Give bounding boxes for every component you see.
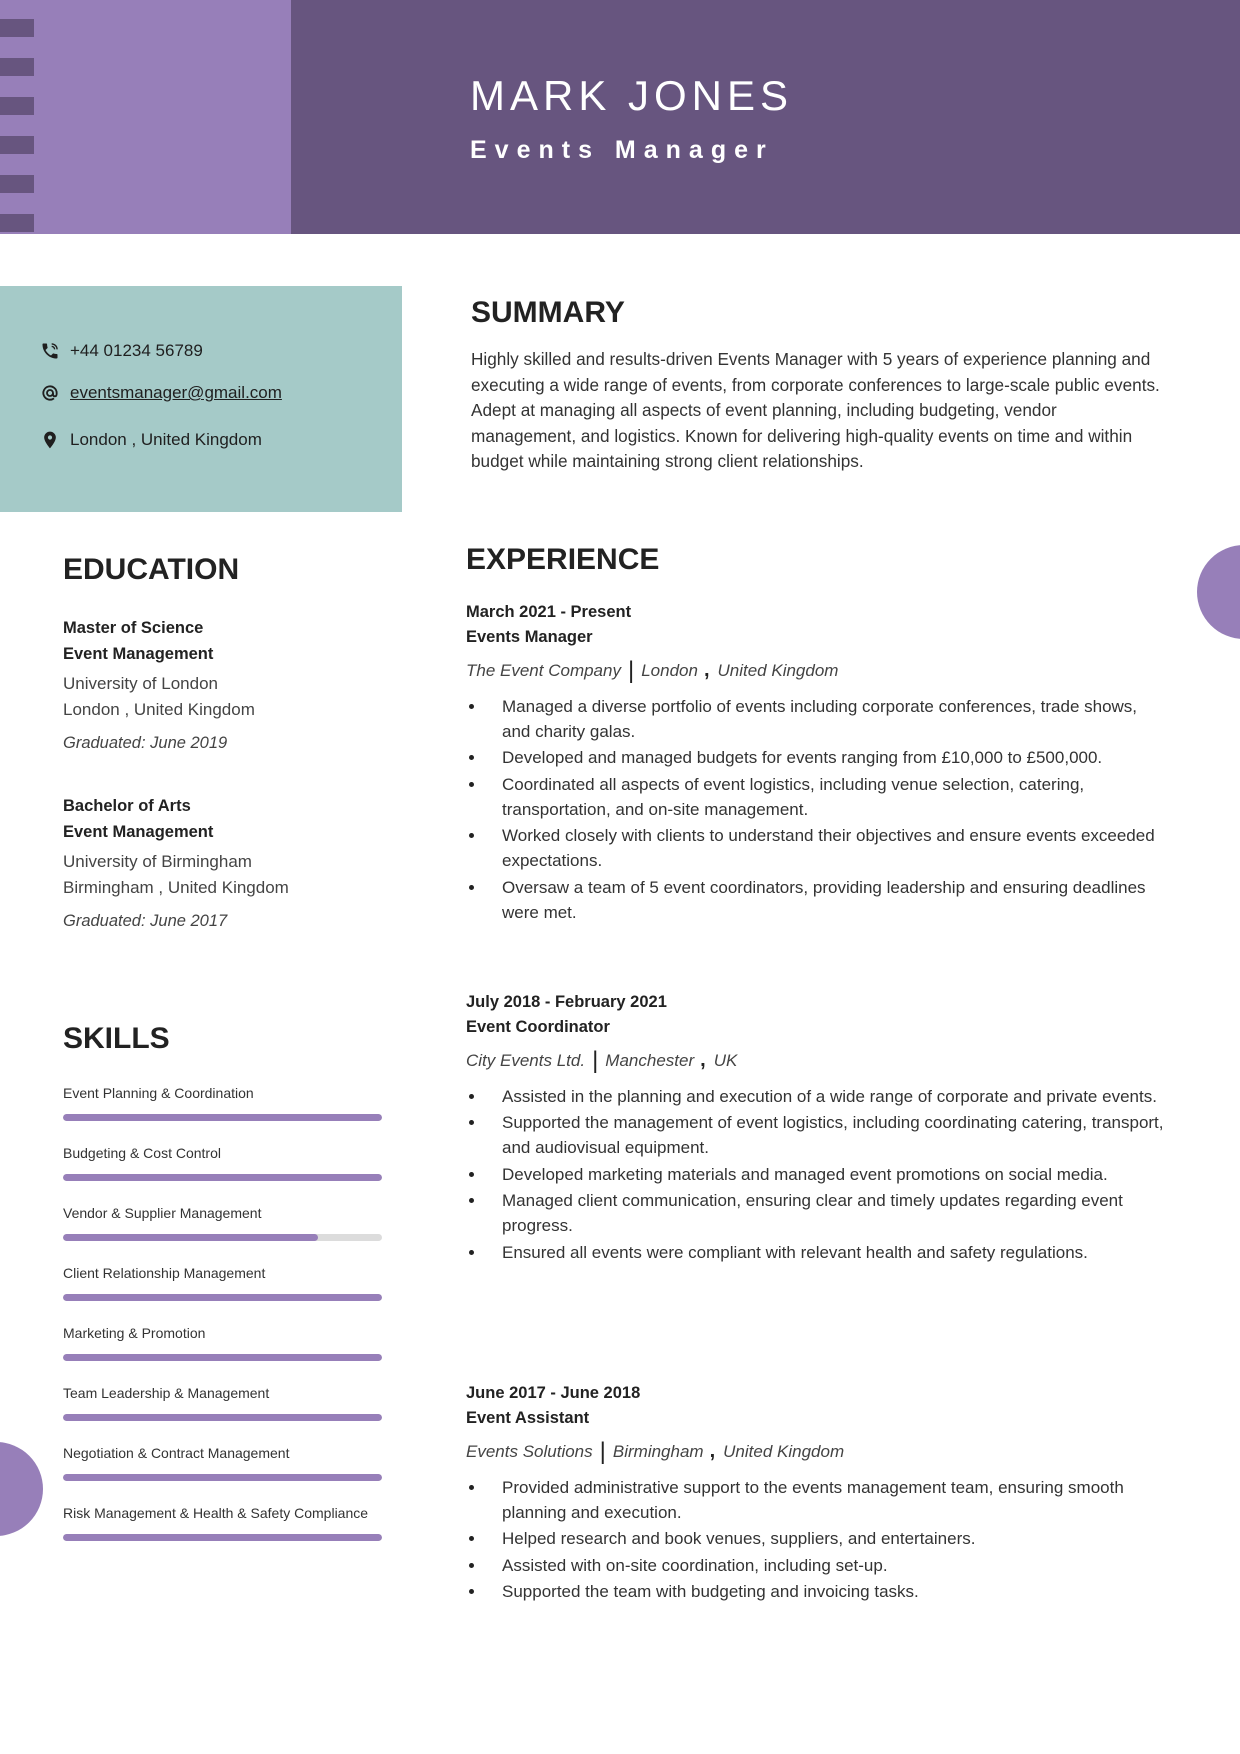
summary-text: Highly skilled and results-driven Events Manager with 5 years of experience planning and executing a wide range of events, from corporate conferences to large-scale public events. Adept at managing all aspects of event planning, including budgeting, vendor management, and logistics. Known for delivering high-quality events on time and within budget while maintaining strong client relationships.: [471, 349, 1160, 472]
list-item: [466, 1240, 1166, 1265]
job-entry: [466, 600, 1166, 926]
list-item: [466, 1162, 1166, 1187]
bullet-text: Assisted in the planning and execution of a wide range of corporate and private events.: [502, 1087, 1157, 1106]
bullet-icon: [469, 885, 474, 890]
skill-label: Vendor & Supplier Management: [63, 1205, 262, 1221]
job-city: London: [641, 660, 698, 680]
job-country: United Kingdom: [723, 1441, 845, 1461]
bullet-icon: [469, 1563, 474, 1568]
skill-bar: [63, 1474, 382, 1481]
job-country: UK: [713, 1050, 738, 1070]
bullet-text: Ensured all events were compliant with relevant health and safety regulations.: [502, 1242, 1088, 1262]
bullet-icon: [469, 1120, 474, 1125]
bullet-icon: [469, 1094, 474, 1099]
job-bullets: [466, 1084, 1166, 1265]
university-name: University of Birmingham: [63, 852, 252, 871]
separator: |: [592, 1046, 599, 1074]
skill-label: Risk Management & Health & Safety Compliance: [63, 1505, 369, 1521]
list-item: [466, 1110, 1166, 1160]
bullet-icon: [469, 755, 474, 760]
skill-item: [63, 1502, 382, 1541]
summary-heading: SUMMARY: [471, 296, 625, 329]
education-heading: EDUCATION: [63, 553, 240, 586]
skill-bar: [63, 1234, 382, 1241]
skill-bar-fill: [63, 1114, 382, 1121]
header-stripe: [0, 214, 34, 232]
company-name: The Event Company: [466, 660, 621, 680]
skill-bar-fill: [63, 1414, 382, 1421]
skill-label: Negotiation & Contract Management: [63, 1445, 290, 1461]
skill-bar: [63, 1114, 382, 1121]
list-item: [466, 694, 1166, 744]
job-bullets: [466, 1475, 1166, 1604]
skill-bar-fill: [63, 1294, 382, 1301]
decorative-half-circle: [1197, 545, 1240, 639]
list-item: [466, 772, 1166, 822]
skill-bar-fill: [63, 1234, 318, 1241]
bullet-icon: [469, 833, 474, 838]
list-item: [466, 823, 1166, 873]
skill-label: Event Planning & Coordination: [63, 1085, 254, 1101]
list-item: [466, 875, 1166, 925]
bullet-text: Coordinated all aspects of event logistics, including venue selection, catering, transportation, and on-site management.: [502, 774, 1085, 819]
skill-bar-fill: [63, 1174, 382, 1181]
skill-bar-fill: [63, 1354, 382, 1361]
bullet-text: Worked closely with clients to understand their objectives and ensure events exceeded expectations.: [502, 826, 1155, 871]
skill-label: Client Relationship Management: [63, 1265, 266, 1281]
skills-list: [63, 1082, 382, 1541]
bullet-icon: [469, 704, 474, 709]
bullet-text: Assisted with on-site coordination, including set-up.: [502, 1555, 888, 1575]
candidate-role: Events Manager: [470, 136, 774, 164]
location-text: London , United Kingdom: [70, 430, 262, 449]
bullet-text: Developed marketing materials and managed event promotions on social media.: [502, 1164, 1108, 1184]
degree-name: Master of Science: [63, 619, 204, 637]
comma-separator: ,: [703, 659, 710, 681]
job-meta: [466, 1437, 1166, 1465]
header-stripe: [0, 97, 34, 115]
contact-location: [40, 430, 262, 450]
skill-bar-fill: [63, 1534, 382, 1541]
job-title: Event Assistant: [466, 1409, 590, 1427]
university-location: London , United Kingdom: [63, 699, 255, 719]
comma-separator: ,: [700, 1049, 706, 1071]
graduation-date: Graduated: June 2017: [63, 912, 228, 930]
email-link[interactable]: eventsmanager@gmail.com: [70, 383, 282, 402]
header-stripe: [0, 175, 34, 193]
contact-email[interactable]: [40, 383, 282, 403]
job-dates: March 2021 - Present: [466, 603, 632, 621]
bullet-text: Developed and managed budgets for events ranging from £10,000 to £500,000.: [502, 748, 1103, 768]
decorative-half-circle: [0, 1442, 43, 1536]
degree-field: Event Management: [63, 645, 214, 663]
skill-label: Team Leadership & Management: [63, 1385, 270, 1401]
company-name: Events Solutions: [466, 1441, 593, 1461]
header-accent-panel: [0, 0, 291, 234]
job-meta: [466, 1046, 1166, 1074]
skill-bar-fill: [63, 1474, 382, 1481]
bullet-icon: [469, 1485, 474, 1490]
header-stripe: [0, 58, 34, 76]
contact-panel: [0, 286, 402, 512]
skill-bar: [63, 1354, 382, 1361]
bullet-icon: [469, 1250, 474, 1255]
job-title: Event Coordinator: [466, 1018, 610, 1036]
job-entry: [466, 990, 1166, 1266]
job-entry: [466, 1381, 1166, 1606]
job-country: United Kingdom: [717, 660, 839, 680]
job-city: Birmingham: [612, 1441, 704, 1461]
skill-bar: [63, 1414, 382, 1421]
job-title: Events Manager: [466, 628, 593, 646]
job-dates: June 2017 - June 2018: [466, 1384, 641, 1402]
job-dates: July 2018 - February 2021: [466, 993, 667, 1011]
skill-item: [63, 1382, 382, 1421]
list-item: [466, 1579, 1166, 1604]
bullet-text: Helped research and book venues, suppliers, and entertainers.: [502, 1529, 976, 1549]
skill-label: Marketing & Promotion: [63, 1325, 206, 1341]
skill-bar: [63, 1534, 382, 1541]
education-item: [63, 615, 393, 753]
skills-heading: SKILLS: [63, 1022, 170, 1055]
job-meta: [466, 656, 1166, 684]
job-bullets: [466, 694, 1166, 925]
bullet-icon: [469, 782, 474, 787]
bullet-text: Supported the management of event logistics, including coordinating catering, transport, and audiovisual equipment.: [502, 1113, 1164, 1158]
degree-name: Bachelor of Arts: [63, 797, 191, 815]
degree-field: Event Management: [63, 823, 214, 841]
list-item: [466, 1188, 1166, 1238]
header-stripe: [0, 19, 34, 37]
bullet-text: Oversaw a team of 5 event coordinators, providing leadership and ensuring deadlines were met.: [502, 877, 1146, 922]
list-item: [466, 1553, 1166, 1578]
contact-phone: [40, 341, 203, 361]
skill-item: [63, 1442, 382, 1481]
skill-item: [63, 1142, 382, 1181]
header-stripe: [0, 136, 34, 154]
university-location: Birmingham , United Kingdom: [63, 877, 289, 897]
at-icon: [40, 383, 60, 403]
skill-label: Budgeting & Cost Control: [63, 1145, 221, 1161]
skill-item: [63, 1262, 382, 1301]
skill-bar: [63, 1174, 382, 1181]
bullet-icon: [469, 1589, 474, 1594]
phone-number: +44 01234 56789: [70, 341, 203, 360]
skill-item: [63, 1322, 382, 1361]
bullet-icon: [469, 1172, 474, 1177]
experience-heading: EXPERIENCE: [466, 543, 660, 576]
bullet-icon: [469, 1198, 474, 1203]
job-city: Manchester: [605, 1050, 695, 1070]
company-name: City Events Ltd.: [466, 1050, 586, 1070]
bullet-text: Managed a diverse portfolio of events including corporate conferences, trade shows, and charity galas.: [502, 697, 1138, 741]
skill-item: [63, 1202, 382, 1241]
phone-icon: [40, 341, 60, 361]
bullet-text: Supported the team with budgeting and invoicing tasks.: [502, 1582, 919, 1602]
separator: |: [627, 656, 635, 684]
list-item: [466, 1475, 1166, 1525]
skill-item: [63, 1082, 382, 1121]
bullet-icon: [469, 1536, 474, 1541]
list-item: [466, 745, 1166, 770]
candidate-name: MARK JONES: [470, 72, 794, 119]
comma-separator: ,: [709, 1440, 716, 1462]
list-item: [466, 1084, 1166, 1109]
separator: |: [599, 1437, 606, 1465]
graduation-date: Graduated: June 2019: [63, 734, 228, 752]
university-name: University of London: [63, 674, 218, 693]
bullet-text: Managed client communication, ensuring clear and timely updates regarding event progress.: [502, 1191, 1123, 1236]
bullet-text: Provided administrative support to the events management team, ensuring smooth planning and execution.: [502, 1478, 1124, 1522]
location-pin-icon: [40, 430, 60, 450]
education-item: [63, 793, 393, 931]
skill-bar: [63, 1294, 382, 1301]
list-item: [466, 1526, 1166, 1551]
